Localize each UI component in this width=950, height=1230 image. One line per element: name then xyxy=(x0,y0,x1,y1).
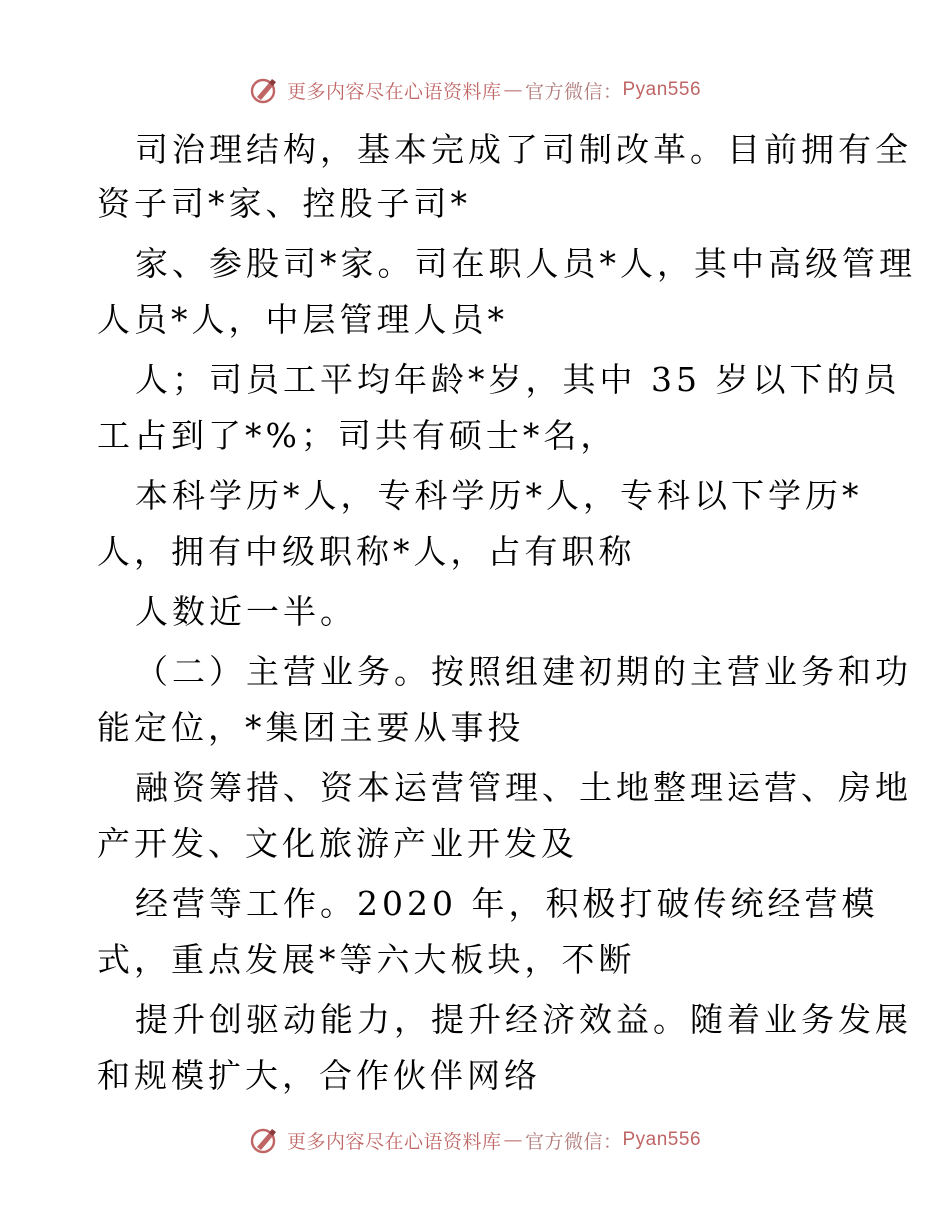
text-line: 经营等工作。2020 年，积极打破传统经营模 xyxy=(135,884,879,923)
header-watermark xyxy=(0,70,950,110)
text-line: 人；司员工平均年龄*岁，其中 35 岁以下的员 xyxy=(135,360,901,399)
text-line: 资子司*家、控股子司* xyxy=(97,184,471,223)
text-line: 式，重点发展*等六大板块，不断 xyxy=(97,940,636,979)
text-line: 人数近一半。 xyxy=(135,592,357,631)
text-line: 人，拥有中级职称*人，占有职称 xyxy=(97,532,636,571)
text-line: 工占到了*%；司共有硕士*名， xyxy=(97,416,618,455)
watermark-dash: — xyxy=(503,79,523,101)
section-heading-line: （二）主营业务。按照组建初期的主营业务和功 xyxy=(135,652,912,691)
watermark-account: Pyan556 xyxy=(622,1129,702,1150)
text-line: 家、参股司*家。司在职人员*人，其中高级管理 xyxy=(135,244,916,283)
text-line: 提升创驱动能力，提升经济效益。随着业务发展 xyxy=(135,1000,912,1039)
watermark-official-label: 官方微信： xyxy=(524,80,623,103)
watermark-brand: 更多内容尽在心语资料库 xyxy=(286,1130,502,1153)
text-line: 本科学历*人，专科学历*人，专科以下学历* xyxy=(135,476,863,515)
watermark-account: Pyan556 xyxy=(622,79,702,100)
watermark-brand: 更多内容尽在心语资料库 xyxy=(286,80,502,103)
text-line: 人员*人，中层管理人员* xyxy=(97,300,508,339)
pen-circle-icon xyxy=(249,75,279,105)
text-line: 司治理结构，基本完成了司制改革。目前拥有全 xyxy=(135,130,912,169)
text-line: 融资筹措、资本运营管理、土地整理运营、房地 xyxy=(135,768,912,807)
footer-watermark xyxy=(0,1120,950,1160)
text-line: 产开发、文化旅游产业开发及 xyxy=(97,824,578,863)
text-line: 和规模扩大，合作伙伴网络 xyxy=(97,1056,541,1095)
watermark-dash: — xyxy=(503,1129,523,1151)
text-line: 能定位，*集团主要从事投 xyxy=(97,708,525,747)
pen-circle-icon xyxy=(249,1125,279,1155)
watermark-official-label: 官方微信： xyxy=(524,1130,623,1153)
